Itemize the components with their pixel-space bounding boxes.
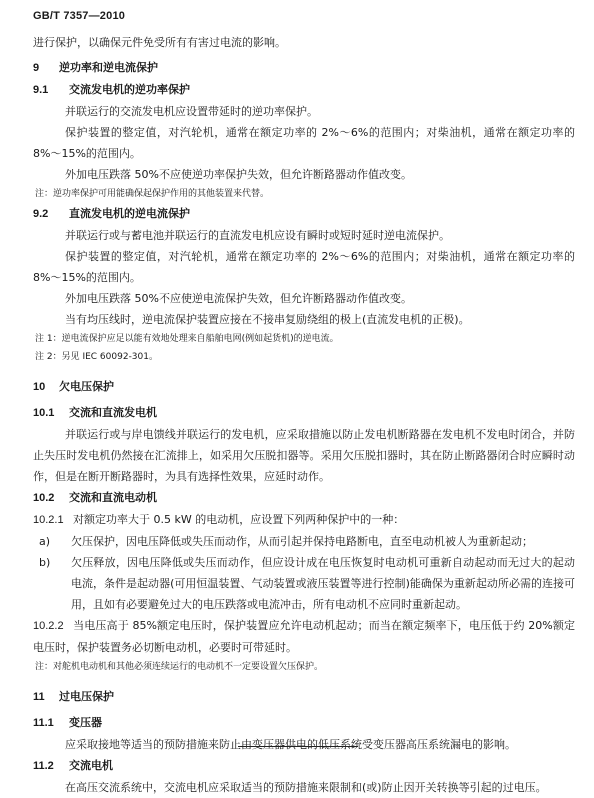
section-11-1-heading: 11.1 变压器	[33, 716, 102, 729]
end-rule	[238, 746, 358, 747]
paragraph: 外加电压跌落 50%不应使逆电流保护失效，但允许断路器动作值改变。	[65, 292, 412, 305]
paragraph: 并联运行或与蓄电池并联运行的直流发电机应设有瞬时或短时延时逆电流保护。	[65, 229, 450, 242]
paragraph: 外加电压跌落 50%不应使逆功率保护失效，但允许断路器动作值改变。	[65, 168, 412, 181]
paragraph: 当有均压线时，逆电流保护装置应接在不接串复励绕组的极上(直流发电机的正极)。	[65, 313, 470, 326]
section-10-1-heading: 10.1 交流和直流发电机	[33, 406, 157, 419]
paragraph: 保护装置的整定值，对汽轮机，通常在额定功率的 2%～6%的范围内；对柴油机，通常在额定功率的 8%～15%的范围内。	[33, 250, 575, 284]
section-10-heading: 10 欠电压保护	[33, 380, 114, 393]
paragraph: 在高压交流系统中，交流电机应采取适当的预防措施来限制和(或)防止因开关转换等引起的过电压。	[65, 781, 547, 794]
list-item: b) 欠压释放，因电压降低或失压而动作，但应设计成在电压恢复时电动机可重新自动起动而无过大的起动电流，条件是起动器(可用恒温装置、气动装置或液压装置等进行控制)能确保为重新起动所必需的连接可用，且如有必要避免过大的电压跌落或电流冲击，所有电动机不应同时重新起动。	[39, 556, 575, 611]
clause-10-2-2: 10.2.2 当电压高于 85%额定电压时，保护装置应允许电动机起动；而当在额定频率下，电压低于约 20%额定电压时，保护装置务必切断电动机，必要时可带延时。	[33, 619, 575, 654]
continuation-paragraph: 进行保护，以确保元件免受所有有害过电流的影响。	[33, 36, 286, 49]
document-body	[33, 32, 575, 798]
section-9-heading: 9 逆功率和逆电流保护	[33, 61, 158, 74]
note: 注：对舵机电动机和其他必须连续运行的电动机不一定要设置欠压保护。	[35, 662, 324, 672]
section-10-2-heading: 10.2 交流和直流电动机	[33, 491, 157, 504]
paragraph: 应采取接地等适当的预防措施来防止由变压器供电的低压系统受变压器高压系统漏电的影响。	[65, 738, 516, 751]
note: 注：逆功率保护可用能确保起保护作用的其他装置来代替。	[35, 189, 270, 199]
paragraph: 保护装置的整定值，对汽轮机，通常在额定功率的 2%～6%的范围内；对柴油机，通常在额定功率的 8%～15%的范围内。	[33, 126, 575, 160]
section-11-heading: 11 过电压保护	[33, 690, 114, 703]
paragraph: 并联运行的交流发电机应设置带延时的逆功率保护。	[65, 105, 318, 118]
section-11-2-heading: 11.2 交流电机	[33, 759, 113, 772]
section-9-2-heading: 9.2 直流发电机的逆电流保护	[33, 207, 190, 220]
standard-code-header: GB/T 7357—2010	[33, 10, 126, 22]
note: 注 2：另见 IEC 60092-301。	[35, 352, 158, 362]
paragraph: 并联运行或与岸电馈线并联运行的发电机，应采取措施以防止发电机断路器在发电机不发电时闭合，并防止失压时发电机仍然接在汇流排上，如采用欠压脱扣器等。采用欠压脱扣器时，其在防止断路器闭合时应瞬时动作，但是在断开断路器时，为具有选择性效果，应延时动作。	[33, 428, 575, 483]
note: 注 1：逆电流保护应足以能有效地处理来自船舶电网(例如起货机)的逆电流。	[35, 334, 339, 344]
section-9-1-heading: 9.1 交流发电机的逆功率保护	[33, 83, 190, 96]
list-item: a) 欠压保护，因电压降低或失压而动作，从而引起并保持电路断电，直至电动机被人为重新起动；	[39, 535, 533, 548]
clause-10-2-1: 10.2.1 对额定功率大于 0.5 kW 的电动机，应设置下列两种保护中的一种：	[33, 513, 405, 526]
